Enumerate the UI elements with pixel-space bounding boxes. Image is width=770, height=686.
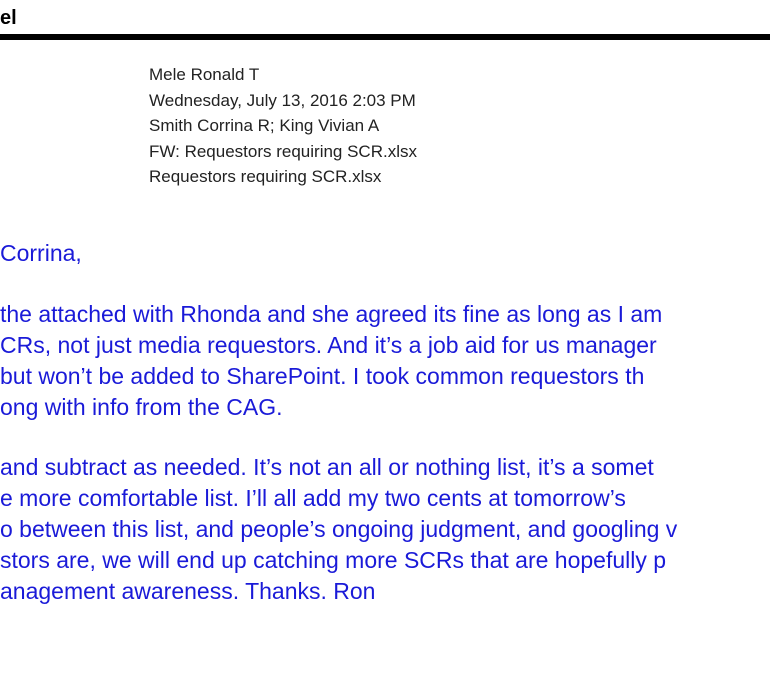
paragraph1-line: CRs, not just media requestors. And it’s a job aid for us manager — [0, 332, 657, 358]
paragraph1-line: but won’t be added to SharePoint. I took common requestors th — [0, 363, 645, 389]
subject-title-fragment: el — [0, 7, 17, 29]
paragraph1-line: ong with info from the CAG. — [0, 394, 283, 420]
header-divider — [0, 34, 770, 40]
from-value: Mele Ronald T — [149, 65, 260, 84]
greeting: Corrina, — [0, 240, 82, 266]
paragraph2-line: anagement awareness. Thanks. Ron — [0, 578, 376, 604]
subject-value: FW: Requestors requiring SCR.xlsx — [149, 141, 417, 161]
sent-value: Wednesday, July 13, 2016 2:03 PM — [149, 90, 416, 110]
to-value: Smith Corrina R; King Vivian A — [149, 116, 380, 135]
paragraph2-line: and subtract as needed. It’s not an all or nothing list, it’s a somet — [0, 454, 654, 480]
paragraph2-line: o between this list, and people’s ongoing judgment, and googling v — [0, 516, 678, 542]
paragraph2-line: stors are, we will end up catching more SCRs that are hopefully p — [0, 547, 667, 573]
paragraph1-line: the attached with Rhonda and she agreed its fine as long as I am — [0, 301, 663, 327]
attachment-value: Requestors requiring SCR.xlsx — [149, 167, 382, 186]
paragraph2-line: e more comfortable list. I’ll all add my two cents at tomorrow’s — [0, 485, 626, 511]
email-header — [149, 62, 417, 190]
